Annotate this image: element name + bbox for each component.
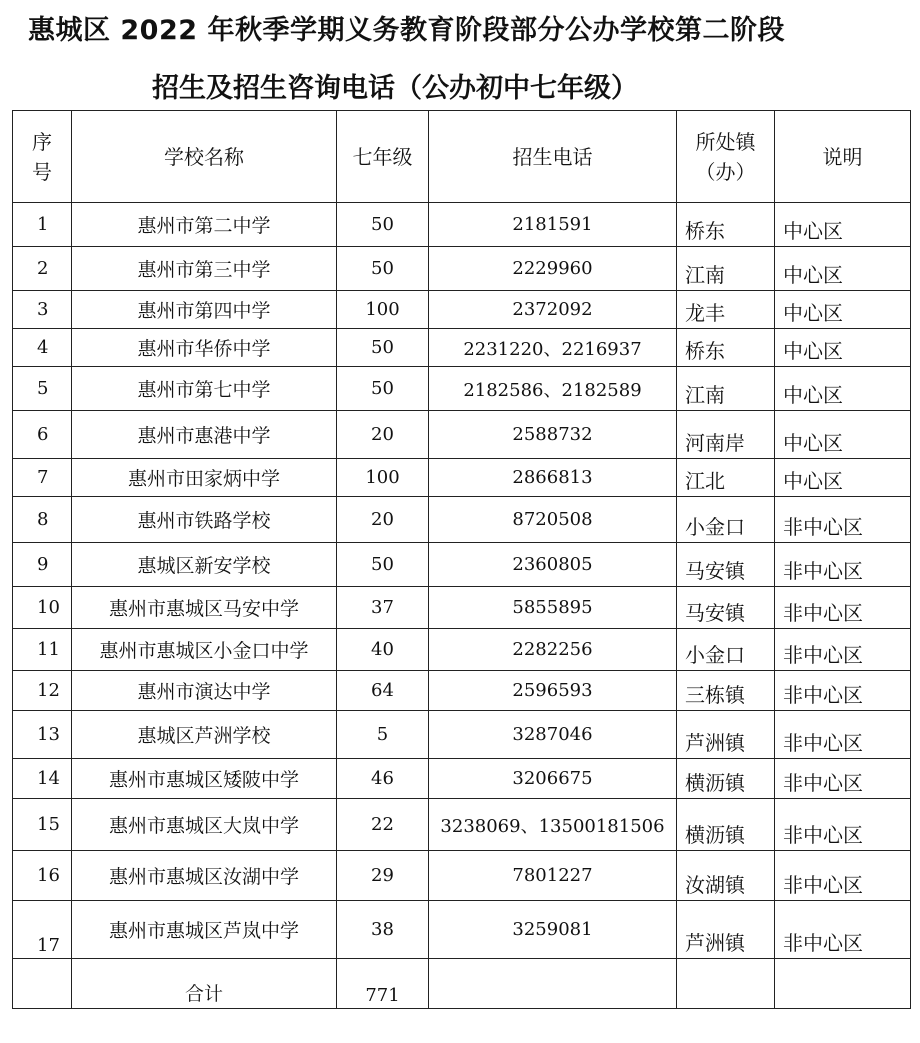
cell-seq: 14 xyxy=(13,759,72,799)
cell-total-town-empty xyxy=(677,959,775,1009)
cell-grade7: 50 xyxy=(337,247,429,291)
cell-town: 马安镇 xyxy=(677,543,775,587)
cell-town: 小金口 xyxy=(677,497,775,543)
cell-school: 惠州市第七中学 xyxy=(72,367,337,411)
cell-seq: 16 xyxy=(13,851,72,901)
table-row xyxy=(13,851,911,901)
cell-phone: 2182586、2182589 xyxy=(429,367,677,411)
cell-town: 桥东 xyxy=(677,329,775,367)
cell-note: 中心区 xyxy=(775,459,911,497)
cell-phone: 2588732 xyxy=(429,411,677,459)
cell-town: 龙丰 xyxy=(677,291,775,329)
cell-phone: 3259081 xyxy=(429,901,677,959)
header-phone: 招生电话 xyxy=(429,111,677,203)
cell-town: 横沥镇 xyxy=(677,799,775,851)
cell-seq: 3 xyxy=(13,291,72,329)
cell-school: 惠州市华侨中学 xyxy=(72,329,337,367)
cell-grade7: 20 xyxy=(337,497,429,543)
cell-school: 惠城区芦洲学校 xyxy=(72,711,337,759)
table-row xyxy=(13,543,911,587)
cell-total-note-empty xyxy=(775,959,911,1009)
cell-town: 汝湖镇 xyxy=(677,851,775,901)
cell-grade7: 37 xyxy=(337,587,429,629)
cell-town: 芦洲镇 xyxy=(677,711,775,759)
cell-grade7: 64 xyxy=(337,671,429,711)
cell-grade7: 50 xyxy=(337,543,429,587)
cell-phone: 2372092 xyxy=(429,291,677,329)
cell-school: 惠州市铁路学校 xyxy=(72,497,337,543)
header-note: 说明 xyxy=(775,111,911,203)
cell-phone: 3287046 xyxy=(429,711,677,759)
cell-note: 非中心区 xyxy=(775,543,911,587)
cell-note: 非中心区 xyxy=(775,851,911,901)
header-town-line1: 所处镇 xyxy=(695,129,756,154)
cell-seq: 10 xyxy=(13,587,72,629)
cell-seq: 5 xyxy=(13,367,72,411)
header-town-line2: （办） xyxy=(695,159,756,184)
table-row xyxy=(13,711,911,759)
cell-total-empty xyxy=(13,959,72,1009)
cell-school: 惠州市惠城区汝湖中学 xyxy=(72,851,337,901)
cell-school: 惠州市惠城区大岚中学 xyxy=(72,799,337,851)
table-row xyxy=(13,247,911,291)
cell-town: 横沥镇 xyxy=(677,759,775,799)
cell-town: 河南岸 xyxy=(677,411,775,459)
cell-grade7: 22 xyxy=(337,799,429,851)
cell-seq: 13 xyxy=(13,711,72,759)
cell-seq: 15 xyxy=(13,799,72,851)
cell-phone: 5855895 xyxy=(429,587,677,629)
cell-phone: 3206675 xyxy=(429,759,677,799)
cell-note: 非中心区 xyxy=(775,799,911,851)
cell-grade7: 38 xyxy=(337,901,429,959)
cell-seq: 17 xyxy=(13,901,72,959)
cell-seq: 11 xyxy=(13,629,72,671)
header-seq-line1: 序 xyxy=(32,129,52,154)
cell-grade7: 20 xyxy=(337,411,429,459)
cell-school: 惠州市惠城区小金口中学 xyxy=(72,629,337,671)
cell-seq: 2 xyxy=(13,247,72,291)
cell-seq: 6 xyxy=(13,411,72,459)
cell-note: 中心区 xyxy=(775,411,911,459)
header-seq xyxy=(13,111,72,203)
cell-note: 非中心区 xyxy=(775,711,911,759)
cell-phone: 7801227 xyxy=(429,851,677,901)
table-row xyxy=(13,459,911,497)
cell-town: 江北 xyxy=(677,459,775,497)
cell-total-grade7: 771 xyxy=(337,959,429,1009)
table-row xyxy=(13,291,911,329)
page-title: 惠城区 2022 年秋季学期义务教育阶段部分公办学校第二阶段 xyxy=(28,15,785,46)
cell-note: 中心区 xyxy=(775,367,911,411)
cell-school: 惠州市惠城区芦岚中学 xyxy=(72,901,337,959)
cell-phone: 2181591 xyxy=(429,203,677,247)
cell-school: 惠州市田家炳中学 xyxy=(72,459,337,497)
cell-town: 三栋镇 xyxy=(677,671,775,711)
page-subtitle: 招生及招生咨询电话（公办初中七年级） xyxy=(152,73,638,104)
cell-school: 惠州市演达中学 xyxy=(72,671,337,711)
cell-note: 非中心区 xyxy=(775,497,911,543)
table-row xyxy=(13,629,911,671)
table-row xyxy=(13,671,911,711)
table-row xyxy=(13,759,911,799)
cell-phone: 2866813 xyxy=(429,459,677,497)
cell-seq: 1 xyxy=(13,203,72,247)
cell-seq: 7 xyxy=(13,459,72,497)
cell-seq: 8 xyxy=(13,497,72,543)
table-row xyxy=(13,411,911,459)
cell-note: 非中心区 xyxy=(775,901,911,959)
cell-grade7: 50 xyxy=(337,203,429,247)
cell-school: 惠州市第四中学 xyxy=(72,291,337,329)
cell-phone: 2229960 xyxy=(429,247,677,291)
cell-note: 非中心区 xyxy=(775,671,911,711)
cell-school: 惠州市第二中学 xyxy=(72,203,337,247)
cell-grade7: 50 xyxy=(337,329,429,367)
cell-school: 惠州市惠城区马安中学 xyxy=(72,587,337,629)
cell-note: 非中心区 xyxy=(775,587,911,629)
cell-grade7: 100 xyxy=(337,291,429,329)
cell-note: 非中心区 xyxy=(775,629,911,671)
cell-town: 桥东 xyxy=(677,203,775,247)
table-row xyxy=(13,497,911,543)
cell-school: 惠州市第三中学 xyxy=(72,247,337,291)
cell-grade7: 50 xyxy=(337,367,429,411)
cell-school: 惠州市惠城区矮陂中学 xyxy=(72,759,337,799)
header-seq-line2: 号 xyxy=(32,159,52,184)
cell-grade7: 100 xyxy=(337,459,429,497)
table-row xyxy=(13,329,911,367)
cell-phone: 2596593 xyxy=(429,671,677,711)
header-town xyxy=(677,111,775,203)
cell-grade7: 40 xyxy=(337,629,429,671)
cell-note: 中心区 xyxy=(775,291,911,329)
cell-phone: 2282256 xyxy=(429,629,677,671)
cell-note: 非中心区 xyxy=(775,759,911,799)
cell-town: 芦洲镇 xyxy=(677,901,775,959)
table-row xyxy=(13,203,911,247)
cell-note: 中心区 xyxy=(775,247,911,291)
header-grade7: 七年级 xyxy=(337,111,429,203)
cell-note: 中心区 xyxy=(775,203,911,247)
table-row xyxy=(13,901,911,959)
enrollment-table xyxy=(12,110,911,1009)
cell-town: 小金口 xyxy=(677,629,775,671)
cell-seq: 4 xyxy=(13,329,72,367)
header-row xyxy=(13,111,911,203)
cell-phone: 8720508 xyxy=(429,497,677,543)
cell-grade7: 29 xyxy=(337,851,429,901)
cell-town: 马安镇 xyxy=(677,587,775,629)
header-school: 学校名称 xyxy=(72,111,337,203)
cell-grade7: 46 xyxy=(337,759,429,799)
table-row xyxy=(13,367,911,411)
cell-grade7: 5 xyxy=(337,711,429,759)
cell-note: 中心区 xyxy=(775,329,911,367)
cell-total-label: 合计 xyxy=(72,959,337,1009)
cell-town: 江南 xyxy=(677,247,775,291)
cell-school: 惠州市惠港中学 xyxy=(72,411,337,459)
table-row xyxy=(13,587,911,629)
cell-seq: 12 xyxy=(13,671,72,711)
cell-school: 惠城区新安学校 xyxy=(72,543,337,587)
table-row xyxy=(13,799,911,851)
cell-town: 江南 xyxy=(677,367,775,411)
cell-phone: 2360805 xyxy=(429,543,677,587)
cell-seq: 9 xyxy=(13,543,72,587)
cell-total-phone-empty xyxy=(429,959,677,1009)
cell-phone: 2231220、2216937 xyxy=(429,329,677,367)
cell-phone: 3238069、13500181506 xyxy=(429,799,677,851)
total-row xyxy=(13,959,911,1009)
